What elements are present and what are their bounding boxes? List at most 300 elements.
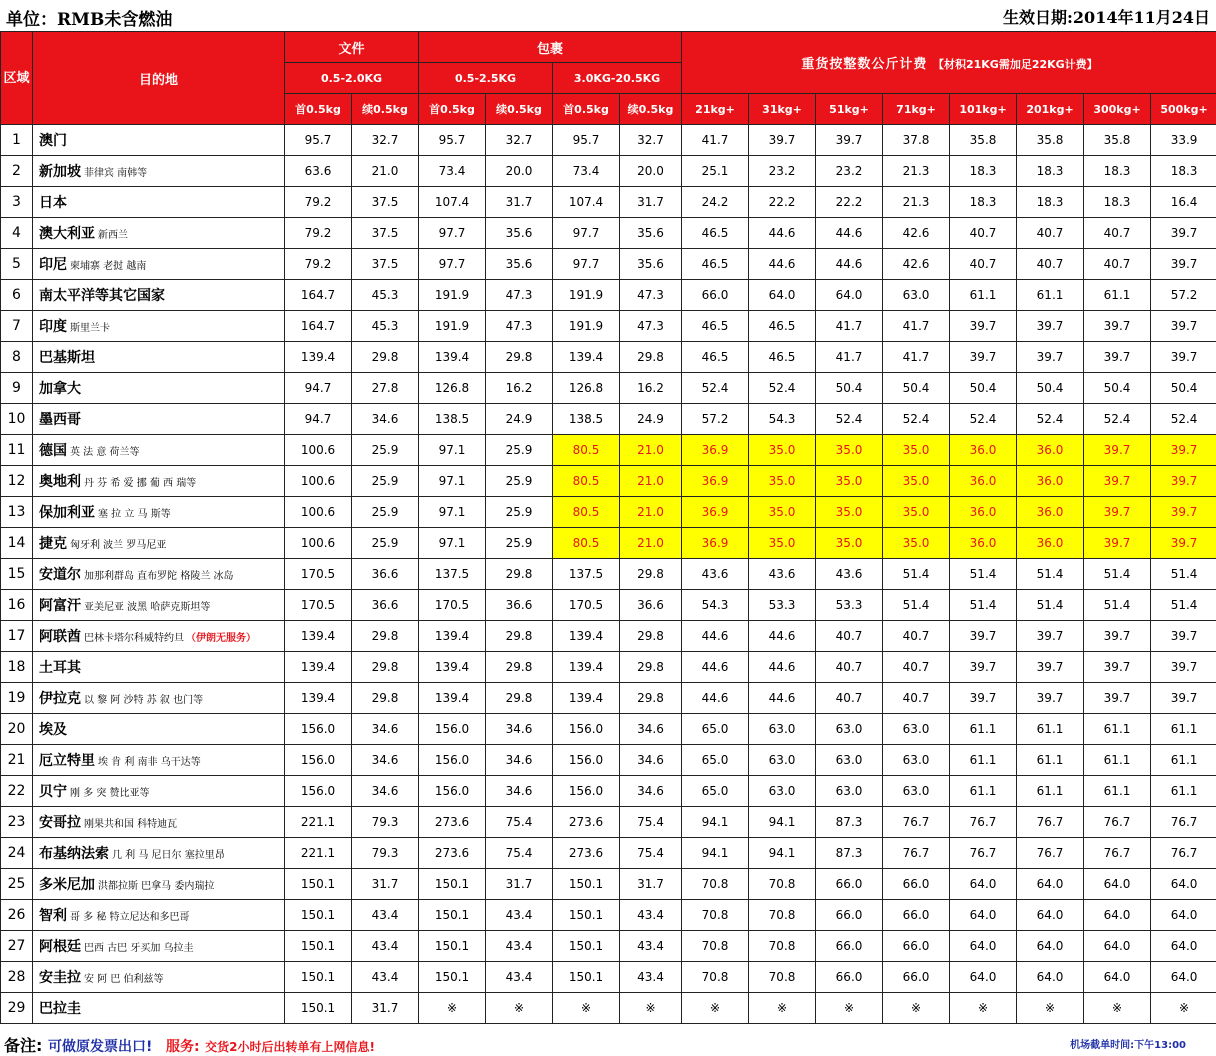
rate-cell: 54.3	[749, 404, 816, 435]
rate-cell: 65.0	[682, 714, 749, 745]
rate-cell: 126.8	[419, 373, 486, 404]
rate-cell: 170.5	[553, 590, 620, 621]
rate-cell: 137.5	[553, 559, 620, 590]
rate-cell: 50.4	[816, 373, 883, 404]
rate-cell: 47.3	[486, 311, 553, 342]
destination-cell	[33, 497, 285, 528]
destination-countries: 丹 芬 希 爱 挪 葡 西 瑞等	[84, 478, 196, 489]
table-row	[1, 776, 1216, 807]
rate-cell: 79.2	[285, 249, 352, 280]
rate-cell: 16.4	[1151, 187, 1216, 218]
region-number: 18	[1, 652, 33, 683]
rate-cell: 43.6	[682, 559, 749, 590]
rate-cell: 61.1	[1084, 280, 1151, 311]
rate-cell: ※	[620, 993, 682, 1024]
destination-countries: 亚美尼亚 波黑 哈萨克斯坦等	[84, 602, 210, 613]
rate-cell: 139.4	[285, 652, 352, 683]
destination-cell	[33, 900, 285, 931]
rate-cell: ※	[749, 993, 816, 1024]
table-row	[1, 528, 1216, 559]
rate-cell: ※	[486, 993, 553, 1024]
destination-countries: 哥 多 秘 特立尼达和多巴哥	[70, 912, 190, 923]
destination-name: 保加利亚	[39, 505, 95, 521]
destination-cell	[33, 373, 285, 404]
rate-cell: 52.4	[1084, 404, 1151, 435]
rate-cell: 34.6	[486, 776, 553, 807]
rate-cell: 138.5	[419, 404, 486, 435]
rate-cell: 35.8	[950, 125, 1017, 156]
rate-cell: 21.0	[620, 466, 682, 497]
rate-cell: 150.1	[419, 931, 486, 962]
rate-cell: 46.5	[749, 311, 816, 342]
rate-cell: 94.1	[682, 807, 749, 838]
rate-cell: 35.6	[486, 249, 553, 280]
rate-cell: 61.1	[1017, 776, 1084, 807]
rate-cell: 39.7	[1151, 528, 1216, 559]
rate-cell: 50.4	[1017, 373, 1084, 404]
destination-name: 澳门	[39, 133, 67, 149]
rate-cell: 18.3	[1151, 156, 1216, 187]
destination-name: 埃及	[39, 722, 67, 738]
rate-cell: 36.0	[1017, 497, 1084, 528]
region-number: 25	[1, 869, 33, 900]
region-number: 15	[1, 559, 33, 590]
rate-cell: 39.7	[1017, 342, 1084, 373]
rate-cell: 39.7	[1017, 311, 1084, 342]
rate-cell: 41.7	[883, 311, 950, 342]
rate-cell: 32.7	[486, 125, 553, 156]
destination-name: 阿富汗	[39, 598, 81, 614]
rate-cell: 139.4	[553, 683, 620, 714]
rate-cell: 41.7	[816, 311, 883, 342]
rate-cell: 21.3	[883, 156, 950, 187]
rate-cell: 35.8	[1084, 125, 1151, 156]
rate-cell: 139.4	[553, 342, 620, 373]
rate-cell: 31.7	[486, 869, 553, 900]
table-row	[1, 156, 1216, 187]
rate-cell: 66.0	[816, 962, 883, 993]
rate-cell: 52.4	[816, 404, 883, 435]
rate-cell: 31.7	[486, 187, 553, 218]
rate-cell: 63.0	[816, 776, 883, 807]
rate-cell: 61.1	[1017, 280, 1084, 311]
rate-cell: 46.5	[682, 218, 749, 249]
weight-tier-header: 71kg+	[883, 94, 950, 125]
rate-cell: 40.7	[816, 683, 883, 714]
rate-cell: 39.7	[1084, 652, 1151, 683]
rate-cell: 191.9	[419, 280, 486, 311]
rate-cell: 29.8	[486, 342, 553, 373]
destination-cell	[33, 590, 285, 621]
rate-cell: 76.7	[883, 838, 950, 869]
region-number: 28	[1, 962, 33, 993]
table-row	[1, 714, 1216, 745]
rate-cell: 35.0	[883, 497, 950, 528]
rate-cell: 64.0	[950, 900, 1017, 931]
region-number: 24	[1, 838, 33, 869]
rate-cell: 22.2	[816, 187, 883, 218]
rate-cell: 64.0	[1084, 900, 1151, 931]
rate-cell: 52.4	[682, 373, 749, 404]
first-weight-header: 首0.5kg	[419, 94, 486, 125]
rate-cell: 107.4	[553, 187, 620, 218]
rate-cell: 47.3	[620, 280, 682, 311]
destination-countries: 英 法 意 荷兰等	[70, 447, 140, 458]
rate-cell: 63.0	[816, 714, 883, 745]
rate-cell: 150.1	[285, 900, 352, 931]
rate-cell: 64.0	[1151, 869, 1216, 900]
rate-cell: 97.1	[419, 528, 486, 559]
first-weight-header: 首0.5kg	[285, 94, 352, 125]
rate-cell: 156.0	[419, 776, 486, 807]
rate-cell: 94.1	[749, 838, 816, 869]
rate-cell: 64.0	[749, 280, 816, 311]
destination-cell	[33, 559, 285, 590]
rate-cell: 79.3	[352, 838, 419, 869]
rate-cell: 35.0	[816, 466, 883, 497]
rate-cell: 52.4	[883, 404, 950, 435]
unit-label: 单位：RMB未含燃油	[6, 5, 172, 30]
region-number: 9	[1, 373, 33, 404]
table-row	[1, 311, 1216, 342]
rate-cell: 273.6	[419, 838, 486, 869]
rate-cell: 80.5	[553, 435, 620, 466]
rate-cell: 40.7	[816, 652, 883, 683]
table-row	[1, 900, 1216, 931]
destination-cell	[33, 311, 285, 342]
rate-cell: 21.0	[620, 435, 682, 466]
rate-cell: 22.2	[749, 187, 816, 218]
rate-cell: 66.0	[816, 931, 883, 962]
rate-cell: 40.7	[883, 652, 950, 683]
destination-cell	[33, 156, 285, 187]
destination-countries: 以 黎 阿 沙特 苏 叙 也门等	[84, 695, 203, 706]
rate-cell: 51.4	[1017, 559, 1084, 590]
rate-cell: 43.4	[620, 900, 682, 931]
destination-name: 新加坡	[39, 164, 81, 180]
rate-cell: 35.0	[749, 528, 816, 559]
rate-cell: 40.7	[1017, 249, 1084, 280]
table-row	[1, 187, 1216, 218]
destination-cell	[33, 528, 285, 559]
rate-cell: 221.1	[285, 807, 352, 838]
rate-cell: 64.0	[1151, 931, 1216, 962]
rate-cell: 35.0	[749, 435, 816, 466]
rate-cell: 24.9	[486, 404, 553, 435]
rate-cell: 139.4	[285, 342, 352, 373]
rate-cell: 44.6	[749, 218, 816, 249]
rate-cell: 138.5	[553, 404, 620, 435]
parcel-range-small: 0.5-2.5KG	[419, 63, 553, 94]
destination-cell	[33, 218, 285, 249]
rate-cell: ※	[682, 993, 749, 1024]
rate-cell: 150.1	[285, 931, 352, 962]
rate-cell: 39.7	[950, 652, 1017, 683]
rate-cell: 33.9	[1151, 125, 1216, 156]
rate-cell: 94.7	[285, 373, 352, 404]
destination-name: 安圭拉	[39, 970, 81, 986]
rate-cell: 100.6	[285, 497, 352, 528]
rate-cell: 100.6	[285, 435, 352, 466]
destination-countries: 刚 多 突 赞比亚等	[70, 788, 150, 799]
rate-cell: 97.7	[419, 249, 486, 280]
rate-cell: 45.3	[352, 311, 419, 342]
rate-cell: 31.7	[352, 993, 419, 1024]
rate-cell: 51.4	[1151, 590, 1216, 621]
rate-cell: 25.9	[352, 435, 419, 466]
rate-cell: 97.1	[419, 435, 486, 466]
rate-cell: 70.8	[682, 962, 749, 993]
rate-cell: 35.0	[883, 528, 950, 559]
table-row	[1, 993, 1216, 1024]
rate-cell: 76.7	[1151, 838, 1216, 869]
table-row	[1, 466, 1216, 497]
rate-cell: 29.8	[486, 683, 553, 714]
rate-cell: 27.8	[352, 373, 419, 404]
rate-cell: 35.0	[749, 466, 816, 497]
rate-cell: 63.0	[883, 745, 950, 776]
destination-cell	[33, 621, 285, 652]
destination-name: 印度	[39, 319, 67, 335]
table-row	[1, 249, 1216, 280]
destination-name: 日本	[39, 195, 67, 211]
region-number: 2	[1, 156, 33, 187]
rate-cell: 156.0	[285, 776, 352, 807]
rate-cell: 79.2	[285, 187, 352, 218]
rate-cell: 37.8	[883, 125, 950, 156]
rate-cell: ※	[816, 993, 883, 1024]
rate-cell: 150.1	[285, 869, 352, 900]
rate-cell: 34.6	[352, 776, 419, 807]
rate-cell: 40.7	[1084, 249, 1151, 280]
weight-tier-header: 500kg+	[1151, 94, 1216, 125]
rate-cell: 39.7	[1151, 683, 1216, 714]
region-number: 22	[1, 776, 33, 807]
rate-cell: 25.9	[486, 466, 553, 497]
rate-cell: 43.4	[486, 900, 553, 931]
rate-cell: 79.2	[285, 218, 352, 249]
rate-cell: 66.0	[682, 280, 749, 311]
rate-cell: 36.0	[950, 528, 1017, 559]
rate-cell: 35.0	[883, 435, 950, 466]
rate-cell: 170.5	[419, 590, 486, 621]
rate-cell: 97.7	[553, 218, 620, 249]
rate-cell: 31.7	[620, 869, 682, 900]
rate-cell: 29.8	[620, 652, 682, 683]
rate-cell: 29.8	[352, 342, 419, 373]
table-row	[1, 745, 1216, 776]
rate-cell: 23.2	[749, 156, 816, 187]
rate-cell: 36.6	[620, 590, 682, 621]
rate-cell: 70.8	[682, 931, 749, 962]
rate-cell: 21.0	[620, 528, 682, 559]
rate-cell: 37.5	[352, 187, 419, 218]
table-row	[1, 590, 1216, 621]
rate-cell: 34.6	[620, 714, 682, 745]
rate-cell: 39.7	[950, 683, 1017, 714]
rate-cell: 29.8	[352, 652, 419, 683]
rate-cell: 150.1	[285, 993, 352, 1024]
rate-cell: 39.7	[950, 342, 1017, 373]
rate-cell: 39.7	[1017, 621, 1084, 652]
rate-cell: 63.0	[749, 745, 816, 776]
service-text: 交货2小时后出转单有上网信息!	[205, 1040, 375, 1054]
destination-name: 加拿大	[39, 381, 81, 397]
rate-cell: 139.4	[553, 652, 620, 683]
rate-cell: 100.6	[285, 466, 352, 497]
rate-cell: 39.7	[1151, 652, 1216, 683]
rate-cell: 73.4	[553, 156, 620, 187]
destination-cell	[33, 280, 285, 311]
heavy-cargo-header: 重货按整数公斤计费 【材积21KG需加足22KG计费】	[682, 32, 1216, 94]
destination-cell	[33, 435, 285, 466]
rate-cell: 70.8	[682, 869, 749, 900]
table-row	[1, 683, 1216, 714]
rate-cell: 61.1	[1151, 745, 1216, 776]
rate-cell: 34.6	[486, 745, 553, 776]
rate-cell: 39.7	[1084, 435, 1151, 466]
rate-cell: 44.6	[682, 621, 749, 652]
table-row	[1, 962, 1216, 993]
rate-cell: 156.0	[553, 776, 620, 807]
rate-cell: 150.1	[553, 931, 620, 962]
destination-header: 目的地	[33, 32, 285, 125]
rate-cell: 21.0	[620, 497, 682, 528]
region-number: 23	[1, 807, 33, 838]
rate-cell: 20.0	[620, 156, 682, 187]
rate-cell: ※	[553, 993, 620, 1024]
destination-cell	[33, 342, 285, 373]
rate-cell: 97.1	[419, 466, 486, 497]
rate-cell: 35.0	[749, 497, 816, 528]
rate-cell: 150.1	[553, 962, 620, 993]
footer	[0, 1030, 1216, 1055]
additional-weight-header: 续0.5kg	[620, 94, 682, 125]
region-number: 5	[1, 249, 33, 280]
rate-cell: 156.0	[285, 745, 352, 776]
rate-cell: 34.6	[620, 745, 682, 776]
document-header: 文件	[285, 32, 419, 63]
destination-countries: 斯里兰卡	[70, 323, 110, 334]
rate-cell: 39.7	[1084, 683, 1151, 714]
destination-countries: 新西兰	[98, 230, 128, 241]
weight-tier-header: 51kg+	[816, 94, 883, 125]
destination-countries: 匈牙利 波兰 罗马尼亚	[70, 540, 166, 551]
rate-cell: 40.7	[883, 683, 950, 714]
rate-cell: 156.0	[285, 714, 352, 745]
rate-cell: 43.4	[486, 931, 553, 962]
rate-cell: 40.7	[950, 249, 1017, 280]
table-row	[1, 280, 1216, 311]
rate-cell: 50.4	[1151, 373, 1216, 404]
destination-name: 安道尔	[39, 567, 81, 583]
rate-cell: 25.9	[352, 466, 419, 497]
rate-cell: 41.7	[682, 125, 749, 156]
rate-cell: 95.7	[285, 125, 352, 156]
rate-cell: 16.2	[620, 373, 682, 404]
rate-cell: 43.4	[620, 931, 682, 962]
rate-cell: 42.6	[883, 218, 950, 249]
rate-cell: ※	[883, 993, 950, 1024]
rate-cell: ※	[1151, 993, 1216, 1024]
rate-cell: 31.7	[620, 187, 682, 218]
rate-cell: 43.4	[352, 931, 419, 962]
rate-cell: 44.6	[749, 249, 816, 280]
table-row	[1, 125, 1216, 156]
additional-weight-header: 续0.5kg	[352, 94, 419, 125]
destination-countries: 菲律宾 南韩等	[84, 168, 147, 179]
destination-name: 安哥拉	[39, 815, 81, 831]
rate-cell: 52.4	[1017, 404, 1084, 435]
rate-cell: 97.7	[553, 249, 620, 280]
rate-table	[0, 31, 1216, 1024]
rate-cell: 107.4	[419, 187, 486, 218]
rate-cell: 37.5	[352, 218, 419, 249]
rate-cell: 37.5	[352, 249, 419, 280]
rate-cell: 18.3	[950, 156, 1017, 187]
rate-cell: 50.4	[950, 373, 1017, 404]
rate-cell: 170.5	[285, 559, 352, 590]
region-number: 17	[1, 621, 33, 652]
rate-cell: 61.1	[1084, 745, 1151, 776]
rate-cell: 150.1	[419, 962, 486, 993]
region-number: 10	[1, 404, 33, 435]
rate-cell: 32.7	[352, 125, 419, 156]
destination-countries: 巴西 古巴 牙买加 乌拉圭	[84, 943, 194, 954]
rate-cell: 40.7	[816, 621, 883, 652]
rate-cell: 126.8	[553, 373, 620, 404]
rate-cell: 61.1	[950, 776, 1017, 807]
rate-cell: 94.1	[749, 807, 816, 838]
rate-cell: 191.9	[553, 280, 620, 311]
rate-cell: 64.0	[816, 280, 883, 311]
region-number: 19	[1, 683, 33, 714]
destination-cell	[33, 466, 285, 497]
region-number: 16	[1, 590, 33, 621]
rate-cell: 18.3	[950, 187, 1017, 218]
table-row	[1, 838, 1216, 869]
rate-cell: 39.7	[1017, 683, 1084, 714]
destination-name: 捷克	[39, 536, 67, 552]
footer-remarks	[4, 1033, 375, 1056]
rate-cell: 41.7	[883, 342, 950, 373]
rate-cell: 29.8	[486, 621, 553, 652]
rate-cell: 20.0	[486, 156, 553, 187]
rate-cell: 29.8	[486, 559, 553, 590]
rate-cell: 40.7	[883, 621, 950, 652]
rate-cell: 39.7	[1084, 621, 1151, 652]
rate-cell: 70.8	[749, 869, 816, 900]
rate-cell: 21.0	[352, 156, 419, 187]
destination-cell	[33, 869, 285, 900]
rate-cell: 63.0	[883, 776, 950, 807]
rate-cell: 76.7	[1151, 807, 1216, 838]
rate-cell: 44.6	[749, 652, 816, 683]
rate-cell: 25.9	[352, 528, 419, 559]
rate-cell: 46.5	[682, 249, 749, 280]
rate-cell: 39.7	[1084, 311, 1151, 342]
rate-cell: 76.7	[1017, 807, 1084, 838]
rate-cell: 61.1	[1017, 745, 1084, 776]
rate-cell: 139.4	[419, 652, 486, 683]
rate-cell: 76.7	[950, 807, 1017, 838]
rate-cell: 50.4	[1084, 373, 1151, 404]
destination-cell	[33, 838, 285, 869]
rate-cell: 73.4	[419, 156, 486, 187]
rate-cell: 43.4	[620, 962, 682, 993]
rate-cell: 150.1	[285, 962, 352, 993]
rate-cell: 43.6	[816, 559, 883, 590]
